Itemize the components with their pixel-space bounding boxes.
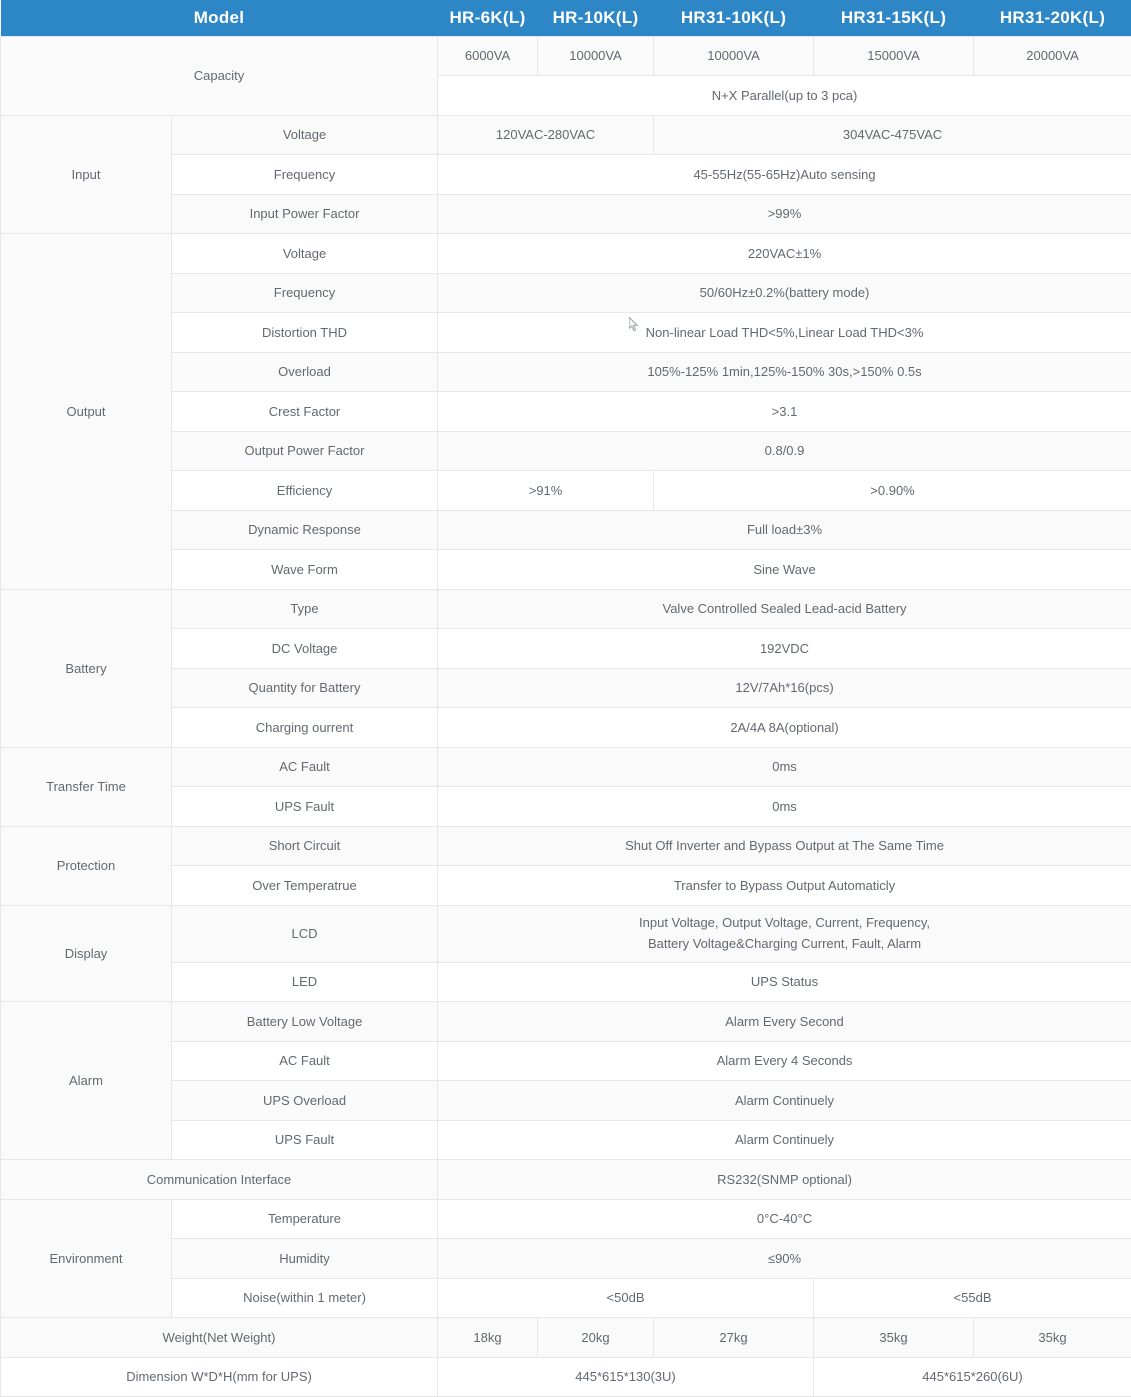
label-crest-factor: Crest Factor (172, 392, 438, 432)
label-input-voltage: Voltage (172, 115, 438, 155)
section-label-alarm: Alarm (1, 1002, 172, 1160)
section-label-environment: Environment (1, 1199, 172, 1318)
section-label-battery: Battery (1, 589, 172, 747)
row-temperature (1, 1199, 1131, 1239)
label-overload: Overload (172, 352, 438, 392)
row-capacity-values (1, 36, 1131, 76)
temperature-value: 0°C-40°C (438, 1199, 1131, 1239)
weight-hr31-20k: 35kg (974, 1318, 1131, 1358)
label-capacity: Capacity (1, 36, 438, 115)
capacity-hr31-10k: 10000VA (654, 36, 814, 76)
output-voltage-value: 220VAC±1% (438, 234, 1131, 274)
label-transfer-ups-fault: UPS Fault (172, 787, 438, 827)
weight-hr-10k: 20kg (538, 1318, 654, 1358)
label-dynamic-response: Dynamic Response (172, 510, 438, 550)
row-battery-type (1, 589, 1131, 629)
input-power-factor-value: >99% (438, 194, 1131, 234)
battery-low-voltage-value: Alarm Every Second (438, 1002, 1131, 1042)
section-label-input: Input (1, 115, 172, 234)
label-output-power-factor: Output Power Factor (172, 431, 438, 471)
label-dc-voltage: DC Voltage (172, 629, 438, 669)
input-voltage-1ph: 120VAC-280VAC (438, 115, 654, 155)
row-input-voltage (1, 115, 1131, 155)
label-temperature: Temperature (172, 1199, 438, 1239)
output-power-factor-value: 0.8/0.9 (438, 431, 1131, 471)
noise-value-large: <55dB (814, 1278, 1131, 1318)
label-wave-form: Wave Form (172, 550, 438, 590)
charging-current-value: 2A/4A 8A(optional) (438, 708, 1131, 748)
led-value: UPS Status (438, 962, 1131, 1002)
label-input-power-factor: Input Power Factor (172, 194, 438, 234)
label-over-temperature: Over Temperatrue (172, 866, 438, 906)
distortion-thd-value: Non-linear Load THD<5%,Linear Load THD<3% (438, 313, 1131, 353)
label-output-voltage: Voltage (172, 234, 438, 274)
label-ups-overload: UPS Overload (172, 1081, 438, 1121)
section-label-display: Display (1, 905, 172, 1002)
weight-hr31-10k: 27kg (654, 1318, 814, 1358)
header-model: Model (1, 0, 438, 36)
weight-hr31-15k: 35kg (814, 1318, 974, 1358)
lcd-value (438, 905, 1131, 962)
row-communication-interface (1, 1160, 1131, 1200)
section-label-transfer-time: Transfer Time (1, 747, 172, 826)
header-col-hr31-15k: HR31-15K(L) (814, 0, 974, 36)
label-battery-low-voltage: Battery Low Voltage (172, 1002, 438, 1042)
label-alarm-ac-fault: AC Fault (172, 1041, 438, 1081)
capacity-hr-10k: 10000VA (538, 36, 654, 76)
short-circuit-value: Shut Off Inverter and Bypass Output at The Same Time (438, 826, 1131, 866)
battery-quantity-value: 12V/7Ah*16(pcs) (438, 668, 1131, 708)
label-communication-interface: Communication Interface (1, 1160, 438, 1200)
output-frequency-value: 50/60Hz±0.2%(battery mode) (438, 273, 1131, 313)
section-label-protection: Protection (1, 826, 172, 905)
humidity-value: ≤90% (438, 1239, 1131, 1279)
dc-voltage-value: 192VDC (438, 629, 1131, 669)
header-col-hr-10k: HR-10K(L) (538, 0, 654, 36)
label-battery-type: Type (172, 589, 438, 629)
input-frequency-value: 45-55Hz(55-65Hz)Auto sensing (438, 155, 1131, 195)
wave-form-value: Sine Wave (438, 550, 1131, 590)
label-lcd: LCD (172, 905, 438, 962)
label-dimension: Dimension W*D*H(mm for UPS) (1, 1357, 438, 1397)
row-short-circuit (1, 826, 1131, 866)
section-label-output: Output (1, 234, 172, 590)
row-battery-low-voltage (1, 1002, 1131, 1042)
ups-overload-value: Alarm Continuely (438, 1081, 1131, 1121)
header-row (1, 0, 1131, 36)
overload-value: 105%-125% 1min,125%-150% 30s,>150% 0.5s (438, 352, 1131, 392)
row-dimension (1, 1357, 1131, 1397)
capacity-parallel: N+X Parallel(up to 3 pca) (438, 76, 1131, 116)
capacity-hr31-20k: 20000VA (974, 36, 1131, 76)
crest-factor-value: >3.1 (438, 392, 1131, 432)
label-input-frequency: Frequency (172, 155, 438, 195)
header-col-hr31-20k: HR31-20K(L) (974, 0, 1131, 36)
label-weight: Weight(Net Weight) (1, 1318, 438, 1358)
label-distortion-thd: Distortion THD (172, 313, 438, 353)
label-charging-current: Charging ourrent (172, 708, 438, 748)
input-voltage-3ph: 304VAC-475VAC (654, 115, 1131, 155)
lcd-value-line1: Input Voltage, Output Voltage, Current, Frequency, (446, 913, 1123, 933)
label-transfer-ac-fault: AC Fault (172, 747, 438, 787)
capacity-hr31-15k: 15000VA (814, 36, 974, 76)
efficiency-3ph: >0.90% (654, 471, 1131, 511)
row-weight (1, 1318, 1131, 1358)
label-output-frequency: Frequency (172, 273, 438, 313)
transfer-ac-fault-value: 0ms (438, 747, 1131, 787)
dimension-6u: 445*615*260(6U) (814, 1357, 1131, 1397)
label-alarm-ups-fault: UPS Fault (172, 1120, 438, 1160)
transfer-ups-fault-value: 0ms (438, 787, 1131, 827)
weight-hr-6k: 18kg (438, 1318, 538, 1358)
label-short-circuit: Short Circuit (172, 826, 438, 866)
battery-type-value: Valve Controlled Sealed Lead-acid Battery (438, 589, 1131, 629)
header-col-hr31-10k: HR31-10K(L) (654, 0, 814, 36)
row-output-voltage (1, 234, 1131, 274)
label-battery-quantity: Quantity for Battery (172, 668, 438, 708)
label-humidity: Humidity (172, 1239, 438, 1279)
label-efficiency: Efficiency (172, 471, 438, 511)
alarm-ac-fault-value: Alarm Every 4 Seconds (438, 1041, 1131, 1081)
label-led: LED (172, 962, 438, 1002)
row-lcd (1, 905, 1131, 962)
communication-interface-value: RS232(SNMP optional) (438, 1160, 1131, 1200)
capacity-hr-6k: 6000VA (438, 36, 538, 76)
over-temperature-value: Transfer to Bypass Output Automaticly (438, 866, 1131, 906)
label-noise: Noise(within 1 meter) (172, 1278, 438, 1318)
lcd-value-line2: Battery Voltage&Charging Current, Fault, Alarm (446, 934, 1123, 954)
alarm-ups-fault-value: Alarm Continuely (438, 1120, 1131, 1160)
dynamic-response-value: Full load±3% (438, 510, 1131, 550)
efficiency-1ph: >91% (438, 471, 654, 511)
row-transfer-ac-fault (1, 747, 1131, 787)
dimension-3u: 445*615*130(3U) (438, 1357, 814, 1397)
header-col-hr-6k: HR-6K(L) (438, 0, 538, 36)
noise-value-small: <50dB (438, 1278, 814, 1318)
